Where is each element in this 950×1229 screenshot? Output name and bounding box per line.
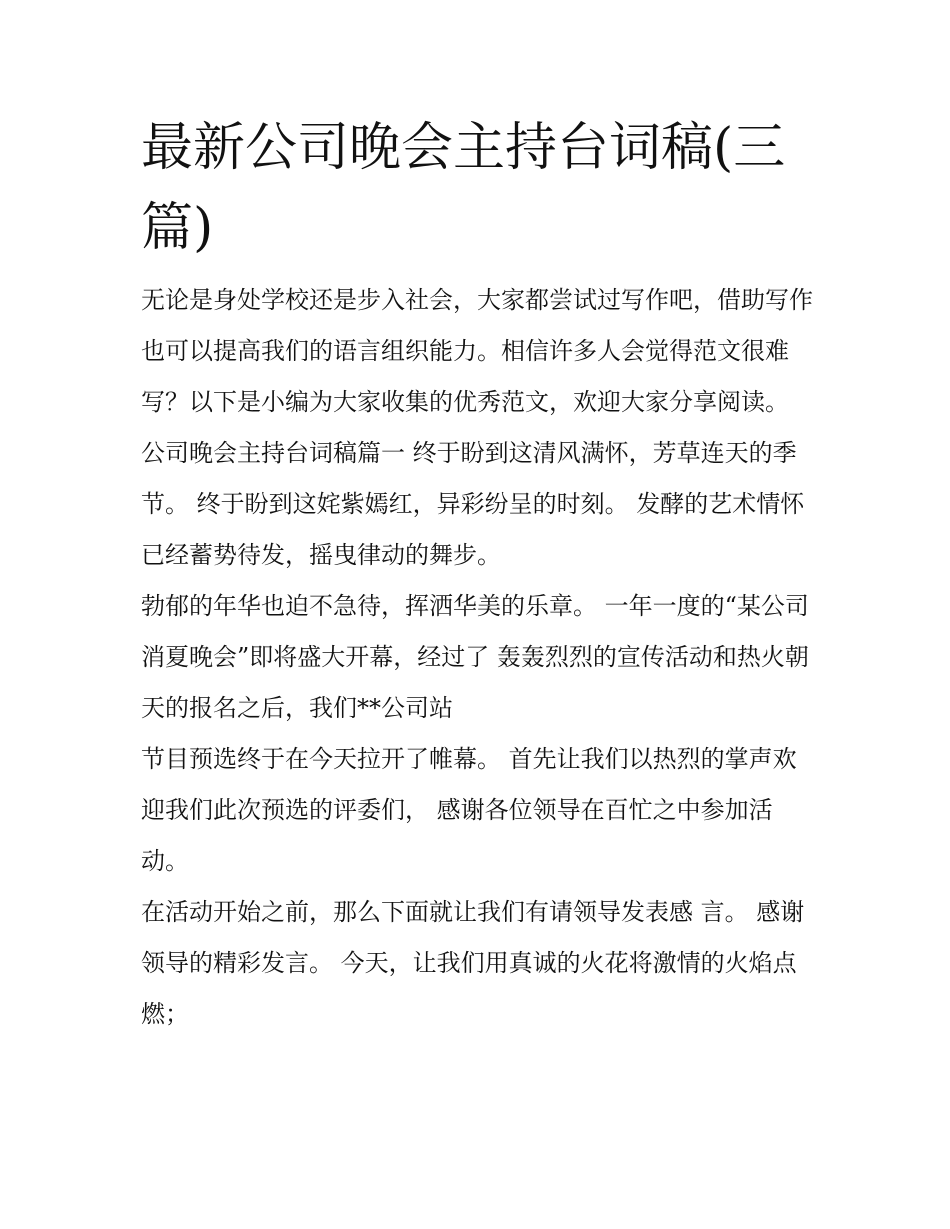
document-title: 最新公司晚会主持台词稿(三篇) bbox=[141, 118, 786, 258]
paragraph-leader-speech: 在活动开始之前，那么下面就让我们有请领导发表感 言。 感谢领导的精彩发言。 今天，让我们用真诚的火花将激情的火焰点燃； bbox=[141, 898, 805, 1028]
paragraph-announcement: 勃郁的年华也迫不急待，挥洒华美的乐章。 一年一度的“某公司消夏晚会”即将盛大开幕，经过了 轰轰烈烈的宣传活动和热火朝天的报名之后，我们**公司站 bbox=[141, 592, 809, 722]
document-body bbox=[141, 275, 813, 1040]
paragraph-intro: 无论是身处学校还是步入社会，大家都尝试过写作吧，借助写作也可以提高我们的语言组织能力。相信许多人会觉得范文很难写？以下是小编为大家收集的优秀范文，欢迎大家分享阅读。 bbox=[141, 286, 813, 416]
paragraph-opening: 公司晚会主持台词稿篇一 终于盼到这清风满怀，芳草连天的季节。 终于盼到这姹紫嫣红，异彩纷呈的时刻。 发酵的艺术情怀已经蓄势待发，摇曳律动的舞步。 bbox=[141, 439, 805, 569]
paragraph-welcome: 节目预选终于在今天拉开了帷幕。 首先让我们以热烈的掌声欢迎我们此次预选的评委们， 感谢各位领导在百忙之中参加活动。 bbox=[141, 745, 797, 875]
